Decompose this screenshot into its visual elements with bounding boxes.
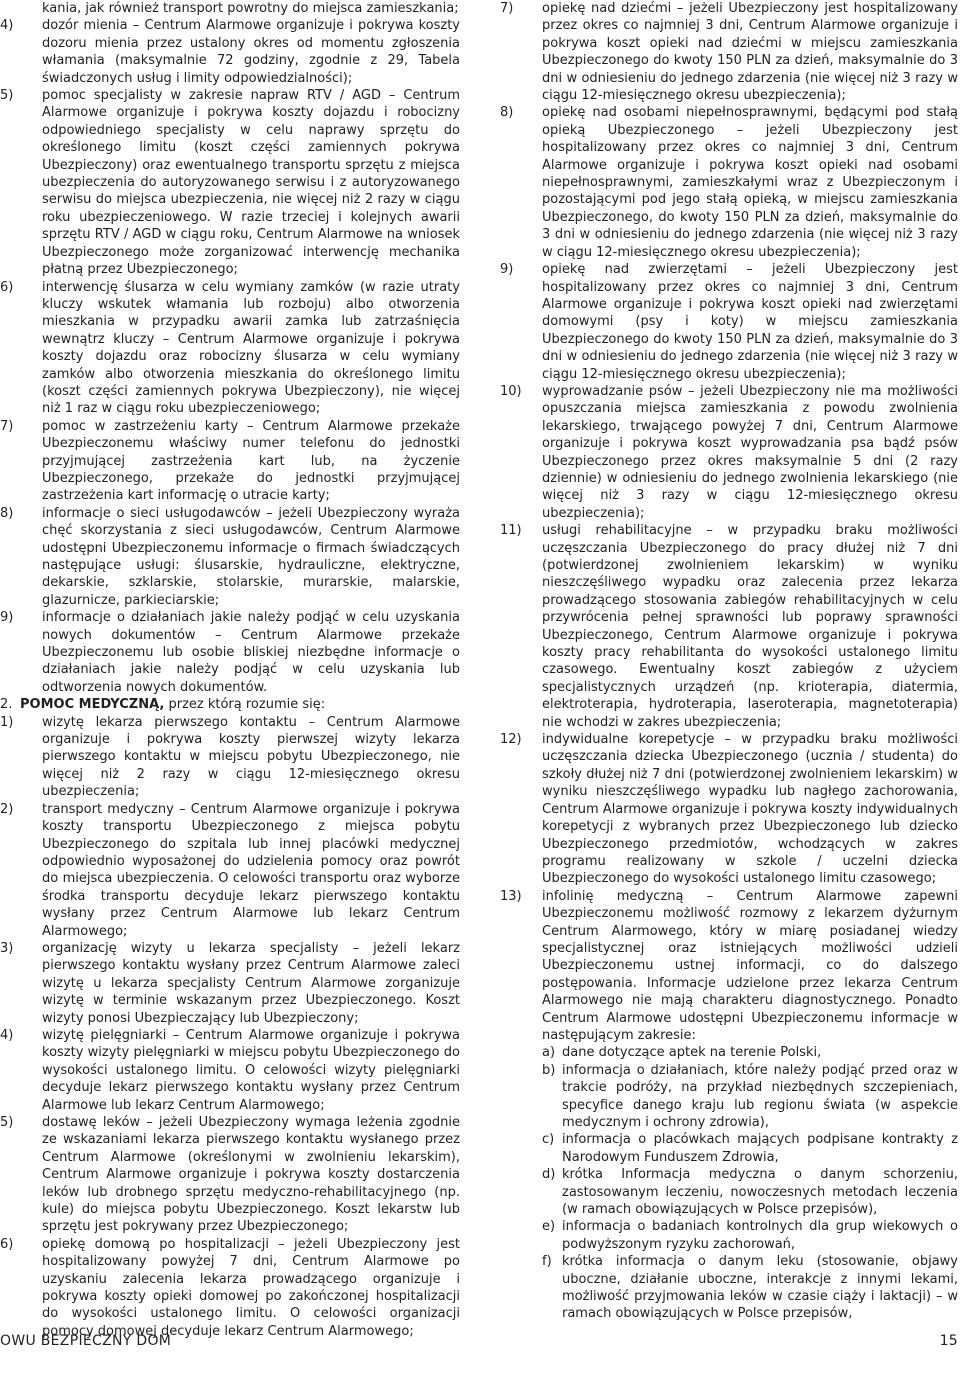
list-item: [0, 1236, 460, 1340]
item-number: 12): [500, 732, 522, 748]
item-text: opiekę nad dziećmi – jeżeli Ubezpieczony jest hospitalizowany przez okres co najmniej 3 dni, Centrum Alarmowe organizuje i pokrywa koszt opieki nad dziećmi w miejscu zamieszkania Ubezpieczonego do kwoty 150 PLN za dzień, maksymalnie do 3 dni w odniesieniu do jednego zdarzenia (nie więcej niż 3 razy w ciągu 12-miesięcznego okresu ubezpieczenia);: [542, 1, 958, 104]
item-text: dostawę leków – jeżeli Ubezpieczony wymaga leżenia zgodnie ze wskazaniami lekarza pierwszego kontaktu wysłanego przez Centrum Alarmowe (określonymi w zwolnieniu lekarskim), Centrum Alarmowe organizuje i pokrywa koszty dostarczenia leków lub drobnego sprzętu medyczno-rehabilitacyjnego (np. kule) do miejsca pobytu Ubezpieczonego. Koszt lekarstw lub sprzętu jest pokrywany przez Ubezpieczonego;: [42, 1115, 460, 1235]
list-item: [500, 0, 958, 104]
list-item: [500, 522, 958, 731]
list-item: [0, 714, 460, 801]
item-text: opiekę domową po hospitalizacji – jeżeli Ubezpieczony jest hospitalizowany powyżej 7 dni, Centrum Alarmowe po uzyskaniu zalecenia lekarza prowadzącego organizuje i pokrywa koszty opieki domowej po zakończonej hospitalizacji do wysokości ustalonego limitu. O celowości organizacji pomocy domowej decyduje lekarz Centrum Alarmowego;: [42, 1236, 460, 1339]
item-number: 10): [500, 383, 522, 399]
section-heading: [0, 696, 460, 713]
sub-list-item: [500, 1253, 958, 1323]
item-number: 4): [0, 18, 14, 34]
list-item: [0, 1027, 460, 1114]
sub-item-letter: f): [542, 1254, 552, 1270]
item-number: 1): [0, 714, 14, 730]
sub-item-text: informacja o działaniach, które należy podjąć przed oraz w trakcie podróży, na przykład niezbędnych szczepieniach, specyfice danego kraju lub regionu świata (w aspekcie medycznym i ochrony zdrowia),: [562, 1062, 958, 1130]
sub-list-item: [500, 1044, 958, 1061]
list-item: [500, 383, 958, 522]
sub-list-item: [500, 1166, 958, 1218]
section-number: 2.: [0, 697, 13, 713]
list-item: [0, 801, 460, 940]
lead-paragraph: kania, jak również transport powrotny do miejsca zamieszkania;: [42, 1, 459, 16]
item-text: usługi rehabilitacyjne – w przypadku braku możliwości uczęszczania Ubezpieczonego do pracy dłużej niż 7 dni (potwierdzonej zwolnieniem lekarskim) w wyniku nieszczęśliwego wypadku oraz zalecenia przez lekarza prowadzącego stosowania zabiegów rehabilitacyjnych w celu przywrócenia pełnej sprawności lub poprawy sprawności Ubezpieczonego, Centrum Alarmowe organizuje i pokrywa koszty pracy rehabilitanta do wysokości ustalonego limitu czasowego. Ewentualny koszt zabiegów z użyciem specjalistycznych urządzeń (np. krioterapia, diatermia, elektroterapia, hydroterapia, laseroterapia, magnetoterapia) nie wchodzi w zakres ubezpieczenia;: [542, 523, 958, 730]
item-number: 9): [0, 610, 14, 626]
list-item: [500, 104, 958, 261]
list-item: [500, 261, 958, 383]
item-text: dozór mienia – Centrum Alarmowe organizuje i pokrywa koszty dozoru mienia przez ustalony okres od momentu zgłoszenia włamania (maksymalnie 72 godziny, zgodnie z 29, Tabela świadczonych usług i limity odpowiedzialności);: [42, 18, 460, 86]
item-number: 3): [0, 940, 14, 956]
item-text: pomoc w zastrzeżeniu karty – Centrum Alarmowe przekaże Ubezpieczonemu właściwy numer telefonu do jednostki przyjmującej zastrzeżenia kart lub, na życzenie Ubezpieczonego, przekaże do jednostki przyjmującej zastrzeżenia kart informację o utracie karty;: [42, 418, 460, 504]
sub-item-text: krótka Informacja medyczna o danym schorzeniu, zastosowanym leczeniu, nowoczesnych metodach leczenia (w ramach obowiązujących w Polsce przepisów),: [562, 1167, 958, 1218]
sub-list-item: [500, 1218, 958, 1253]
sub-item-letter: d): [542, 1167, 556, 1183]
item-number: 8): [500, 105, 514, 121]
sub-item-text: informacja o placówkach mających podpisane kontrakty z Narodowym Funduszem Zdrowia,: [562, 1132, 958, 1165]
list-item: [500, 888, 958, 1045]
item-text: informacje o działaniach jakie należy podjąć w celu uzyskania nowych dokumentów – Centrum Alarmowe przekaże Ubezpieczonemu lub osobie bliskiej niezbędne informacje o działaniach jakie należy podjąć w celu uzyskania lub odtworzenia nowych dokumentów.: [42, 610, 460, 695]
list-item: [0, 1114, 460, 1236]
sub-item-letter: b): [542, 1062, 556, 1078]
item-text: opiekę nad osobami niepełnosprawnymi, będącymi pod stałą opieką Ubezpieczonego – jeżeli Ubezpieczony jest hospitalizowany przez okres co najmniej 3 dni, Centrum Alarmowe organizuje i pokrywa koszt opieki nad osobami niepełnosprawnymi, zamieszkałymi wraz z Ubezpieczonym i pozostającymi pod jego stałą opieką, w miejscu zamieszkania Ubezpieczonego, do kwoty 150 PLN za dzień, maksymalnie do 3 dni w odniesieniu do jednego zdarzenia (nie więcej niż 3 razy w ciągu 12-miesięcznego okresu ubezpieczenia);: [542, 105, 958, 260]
list-item: [0, 940, 460, 1027]
item-text: pomoc specjalisty w zakresie napraw RTV / AGD – Centrum Alarmowe organizuje i pokrywa koszty dojazdu i robocizny odpowiedniego specjalisty w celu naprawy sprzętu do określonego limitu (koszt części zamiennych pokrywa Ubezpieczony) oraz ewentualnego transportu sprzętu z miejsca ubezpieczenia do autoryzowanego serwisu i z autoryzowanego serwisu do miejsca ubezpieczenia, nie więcej niż 2 razy w ciągu roku ubezpieczeniowego. W razie trzeciej i kolejnych awarii sprzętu RTV / AGD w ciągu roku, Centrum Alarmowe na wniosek Ubezpieczonego może zorganizować interwencję mechanika płatną przez Ubezpieczonego;: [42, 88, 460, 278]
item-number: 5): [0, 88, 14, 104]
item-number: 2): [0, 801, 14, 817]
sub-list-item: [500, 1062, 958, 1132]
item-number: 7): [0, 418, 14, 434]
item-number: 13): [500, 888, 522, 904]
sub-list-item: [500, 1131, 958, 1166]
sub-item-letter: a): [542, 1045, 556, 1061]
sub-item-text: informacja o badaniach kontrolnych dla grup wiekowych o podwyższonym ryzyku zachorowań,: [562, 1219, 958, 1252]
item-text: interwencję ślusarza w celu wymiany zamków (w razie utraty kluczy wskutek włamania lub rozboju) albo otworzenia mieszkania w przypadku awarii zamka lub zatrzaśnięcia wewnątrz kluczy – Centrum Alarmowe organizuje i pokrywa koszty dojazdu oraz robocizny ślusarza w celu wymiany zamków albo otworzenia mieszkania do określonego limitu (koszt części zamiennych pokrywa Ubezpieczony), nie więcej niż 1 raz w ciągu roku ubezpieczeniowego;: [42, 279, 460, 417]
item-text: informacje o sieci usługodawców – jeżeli Ubezpieczony wyraża chęć skorzystania z sieci usługodawców, Centrum Alarmowe udostępni Ubezpieczonemu informacje o firmach świadczących następujące usługi: ślusarskie, hydrauliczne, elektryczne, dekarskie, szklarskie, stolarskie, murarskie, malarskie, glazurnicze, parkieciarskie;: [42, 505, 460, 608]
item-number: 9): [500, 262, 514, 278]
item-number: 6): [0, 279, 14, 295]
item-number: 4): [0, 1027, 14, 1043]
item-text: indywidualne korepetycje – w przypadku braku możliwości uczęszczania dziecka Ubezpieczonego (ucznia / studenta) do szkoły dłużej niż 7 dni (potwierdzonej zwolnieniem lekarskim) w wyniku nieszczęśliwego wypadku lub nagłego zachorowania, Centrum Alarmowe organizuje i pokrywa koszty indywidualnych korepetycji z wybranych przez Ubezpieczonego lub dziecko Ubezpieczonego przedmiotów, wchodzących w zakres programu realizowany w szkole / uczelni dziecka Ubezpieczonego do wysokości ustalonego limitu czasowego;: [542, 732, 958, 887]
sub-item-text: krótka informacja o danym leku (stosowanie, objawy uboczne, działanie uboczne, interakcje z innymi lekami, możliwość przyjmowania leków w czasie ciąży i laktacji) – w ramach obowiązujących w Polsce przepisów,: [562, 1254, 958, 1322]
item-text: opiekę nad zwierzętami – jeżeli Ubezpieczony jest hospitalizowany przez okres co najmniej 3 dni, Centrum Alarmowe organizuje i pokrywa koszt opieki nad zwierzętami domowymi (psy i koty) w miejscu zamieszkania Ubezpieczonego do kwoty 150 PLN za dzień, maksymalnie do 3 dni w odniesieniu do jednego zdarzenia (nie więcej niż 3 razy w ciągu 12-miesięcznego okresu ubezpieczenia);: [542, 262, 958, 382]
item-text: infolinię medyczną – Centrum Alarmowe zapewni Ubezpieczonemu możliwość rozmowy z lekarzem dyżurnym Centrum Alarmowego, który w miarę posiadanej wiedzy specjalistycznej oraz istniejących możliwości udzieli Ubezpieczonemu ustnej informacji, co do dalszego postępowania. Informacje udzielone przez lekarza Centrum Alarmowego nie mają charakteru diagnostycznego. Ponadto Centrum Alarmowe udostępni Ubezpieczonemu informacje w następującym zakresie:: [542, 888, 958, 1043]
item-number: 8): [0, 505, 14, 521]
right-column: [500, 0, 958, 1323]
item-number: 11): [500, 523, 522, 539]
item-text: wizytę lekarza pierwszego kontaktu – Centrum Alarmowe organizuje i pokrywa koszty pierwszej wizyty lekarza pierwszego kontaktu w miejscu pobytu Ubezpieczonego, nie więcej niż 2 razy w ciągu 12-miesięcznego okresu ubezpieczenia;: [42, 714, 460, 800]
item-number: 7): [500, 1, 514, 16]
item-number: 5): [0, 1115, 14, 1130]
list-item: [0, 87, 460, 278]
item-number: 6): [0, 1236, 14, 1252]
list-item: [0, 505, 460, 609]
item-text: wizytę pielęgniarki – Centrum Alarmowe organizuje i pokrywa koszty wizyty pielęgniarki w miejscu pobytu Ubezpieczonego do wysokości ustalonego limitu. O celowości wizyty pielęgniarki decyduje lekarz pierwszego kontaktu wysłany przez Centrum Alarmowe lub lekarz Centrum Alarmowego;: [42, 1027, 460, 1113]
section-title: POMOC MEDYCZNĄ,: [20, 697, 165, 713]
item-text: organizację wizyty u lekarza specjalisty – jeżeli lekarz pierwszego kontaktu wysłany przez Centrum Alarmowe zaleci wizytę u lekarza specjalisty Centrum Alarmowe zorganizuje wizytę w terminie wskazanym przez Ubezpieczonego. Koszt wizyty ponosi Ubezpieczający lub Ubezpieczony;: [42, 940, 460, 1026]
footer-document-title: OWU BEZPIECZNY DOM: [0, 1333, 172, 1349]
sub-item-letter: e): [542, 1219, 556, 1235]
list-item: [0, 609, 460, 696]
list-item: [500, 731, 958, 888]
section-intro: przez którą rozumie się:: [164, 697, 326, 713]
left-column: [0, 0, 460, 1340]
footer-page-number: 15: [939, 1333, 958, 1349]
list-item: [0, 17, 460, 87]
list-item: [0, 279, 460, 418]
sub-item-letter: c): [542, 1132, 555, 1148]
list-item: [0, 418, 460, 505]
item-text: wyprowadzanie psów – jeżeli Ubezpieczony nie ma możliwości opuszczania miejsca zamieszkania z powodu zwolnienia lekarskiego, trwającego powyżej 7 dni, Centrum Alarmowe organizuje i pokrywa koszt wyprowadzania psa bądź psów Ubezpieczonego przez okres maksymalnie 5 dni (2 razy dziennie) w odniesieniu do jednego zwolnienia lekarskiego (nie więcej niż 3 razy w ciągu 12-miesięcznego okresu ubezpieczenia);: [542, 383, 958, 521]
sub-item-text: dane dotyczące aptek na terenie Polski,: [562, 1045, 822, 1061]
item-text: transport medyczny – Centrum Alarmowe organizuje i pokrywa koszty transportu Ubezpieczonego z miejsca pobytu Ubezpieczonego do szpitala lub innej placówki medycznej odpowiednio wyposażonej do udzielenia pomocy oraz powrót do miejsca ubezpieczenia. O celowości transportu oraz wyborze środka transportu decyduje lekarz pierwszego kontaktu wysłany przez Centrum Alarmowe lub lekarz Centrum Alarmowego;: [42, 801, 460, 939]
